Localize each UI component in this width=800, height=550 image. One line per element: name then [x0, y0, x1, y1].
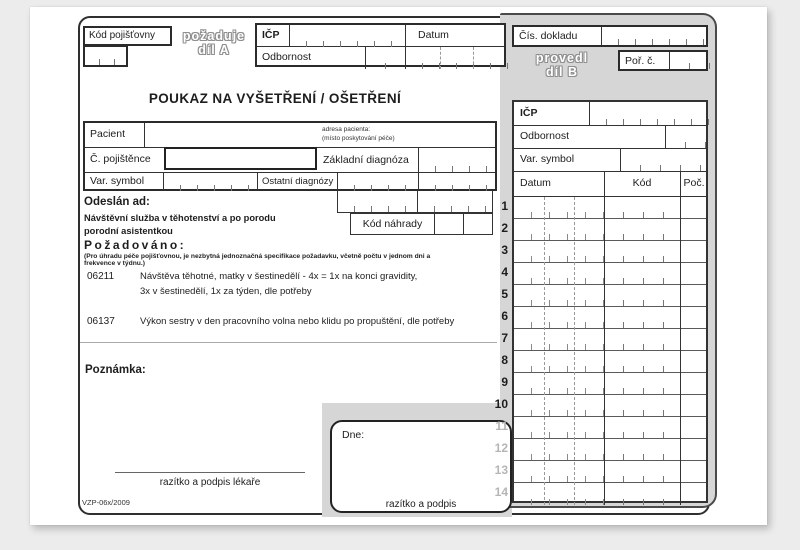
odbornost-value-cell-a — [365, 47, 405, 69]
b-row-code-cells — [604, 417, 680, 438]
icp-label-a: IČP — [262, 29, 280, 41]
b-row-number: 1 — [501, 199, 508, 213]
b-icp-row — [514, 102, 706, 126]
copy-note-a — [170, 29, 258, 57]
odbornost-label-b: Odbornost — [520, 130, 570, 142]
base-diagnosis-label: Základní diagnóza — [323, 154, 409, 166]
b-table-row — [514, 285, 706, 307]
b-odbornost-row — [514, 126, 706, 149]
procedure-text-1b: 3x v šestinedělí, 1x za týden, dle potřeby — [140, 286, 312, 297]
procedure-text-2a: Výkon sestry v den pracovního volna nebo klidu po propuštění, dle potřeby — [140, 316, 455, 327]
note-label: Poznámka: — [85, 364, 146, 376]
b-row-code-cells — [604, 307, 680, 328]
b-table-row — [514, 461, 706, 483]
sent-to-line1: Návštěvní služba v těhotenství a po porodu — [84, 213, 276, 223]
datum-value-cells-a — [405, 47, 508, 69]
diagnosis-extra-row — [337, 191, 493, 213]
diagnosis-extra-cells-2 — [418, 191, 493, 212]
b-table-row — [514, 483, 706, 505]
b-var-symbol-row — [514, 149, 706, 172]
b-row-date-cells — [514, 285, 604, 306]
date-label: Dne: — [342, 429, 365, 441]
date-dash-divider — [473, 47, 474, 69]
b-row-code-cells — [604, 373, 680, 394]
section-divider — [80, 342, 497, 343]
b-row-date-cells — [514, 461, 604, 482]
icp-cells-b — [589, 102, 709, 125]
stamp-signature-label: razítko a podpis — [385, 499, 457, 510]
base-diagnosis-cells — [418, 148, 499, 172]
b-table-row — [514, 263, 706, 285]
serial-number-box — [618, 50, 708, 71]
other-diagnoses-label: Ostatní diagnózy — [257, 173, 337, 191]
patient-address-note: adresa pacienta: (místo poskytování péče) — [322, 126, 395, 142]
column-line-kod-poc — [680, 172, 681, 505]
copy-note-b-line1: provedl — [535, 51, 589, 65]
icp-datum-block — [255, 23, 506, 67]
b-row-date-cells — [514, 241, 604, 262]
var-symbol-cells-a — [163, 173, 257, 191]
b-table-row — [514, 395, 706, 417]
b-row-numbers — [488, 195, 508, 503]
b-row-code-cells — [604, 395, 680, 416]
b-table-row — [514, 219, 706, 241]
b-table-row — [514, 241, 706, 263]
form-code: VZP-06x/2009 — [82, 498, 130, 507]
b-table-row — [514, 197, 706, 219]
document-number-label: Čís. dokladu — [514, 27, 602, 45]
refund-code-cell-1 — [434, 214, 463, 234]
b-row-date-cells — [514, 263, 604, 284]
icp-value-cells-a — [289, 25, 405, 47]
insurer-code-cells — [83, 45, 128, 67]
b-row-number: 5 — [501, 287, 508, 301]
form-title: POUKAZ NA VYŠETŘENÍ / OŠETŘENÍ — [148, 91, 402, 106]
b-row-number: 9 — [501, 375, 508, 389]
b-table-body — [514, 197, 706, 505]
document-number-box — [512, 25, 708, 47]
b-row-number: 11 — [495, 419, 508, 433]
var-symbol-label-a: Var. symbol — [90, 175, 145, 187]
b-row-date-cells — [514, 351, 604, 372]
document-number-cells — [602, 27, 710, 45]
datum-label-a: Datum — [405, 25, 508, 47]
insured-number-label: Č. pojištěnce — [90, 153, 151, 165]
b-row-code-cells — [604, 263, 680, 284]
refund-code-box — [350, 213, 493, 235]
copy-note-b — [512, 51, 612, 79]
icp-label-b: IČP — [520, 107, 538, 119]
procedure-code-1: 06211 — [87, 271, 115, 282]
b-row-date-cells — [514, 483, 604, 505]
b-table-row — [514, 329, 706, 351]
b-row-number: 7 — [501, 331, 508, 345]
procedure-text-1a: Návštěva těhotné, matky v šestinedělí - 4x = 1x na konci gravidity, — [140, 271, 418, 282]
sent-to-heading: Odeslán ad: — [84, 196, 150, 208]
column-header-kod: Kód — [632, 177, 652, 189]
odbornost-cells-b — [665, 126, 709, 148]
b-row-date-cells — [514, 417, 604, 438]
odbornost-label-a: Odbornost — [262, 51, 312, 63]
b-row-number: 6 — [501, 309, 508, 323]
sent-to-line2: porodní asistentkou — [84, 226, 173, 236]
b-row-code-cells — [604, 197, 680, 218]
other-diagnoses-cells-2 — [418, 173, 499, 191]
copy-note-a-line2: díl A — [198, 43, 230, 57]
column-line-datum-kod — [604, 172, 605, 505]
b-row-date-cells — [514, 329, 604, 350]
b-row-date-cells — [514, 395, 604, 416]
date-dash-divider-b1 — [544, 197, 545, 505]
copy-note-b-line2: díl B — [545, 65, 579, 79]
b-row-number: 12 — [494, 441, 508, 455]
b-row-date-cells — [514, 307, 604, 328]
doctor-signature-line — [115, 472, 305, 473]
patient-block — [83, 121, 497, 191]
b-table-row — [514, 307, 706, 329]
b-table-header — [514, 172, 706, 197]
b-row-code-cells — [604, 439, 680, 460]
b-row-number: 13 — [494, 463, 508, 477]
b-row-code-cells — [604, 241, 680, 262]
insured-number-cells — [164, 147, 317, 170]
b-row-date-cells — [514, 197, 604, 218]
refund-code-label: Kód náhrady — [362, 218, 423, 230]
b-row-number: 3 — [501, 243, 508, 257]
refund-code-cell-2 — [463, 214, 491, 234]
required-heading: Požadováno: — [84, 238, 187, 252]
date-dash-divider-b2 — [574, 197, 575, 505]
serial-number-label: Poř. č. — [620, 52, 670, 69]
b-row-code-cells — [604, 329, 680, 350]
doctor-stamp-label: razítko a podpis lékaře — [159, 477, 261, 488]
column-header-poc: Poč. — [683, 177, 705, 189]
insurer-code-box: Kód pojišťovny — [83, 26, 172, 46]
b-row-code-cells — [604, 461, 680, 482]
b-table-row — [514, 417, 706, 439]
b-row-number: 10 — [494, 397, 508, 411]
b-row-code-cells — [604, 285, 680, 306]
b-row-code-cells — [604, 351, 680, 372]
b-row-number: 2 — [501, 221, 508, 235]
b-row-code-cells — [604, 219, 680, 240]
b-row-number: 8 — [501, 353, 508, 367]
b-row-date-cells — [514, 373, 604, 394]
var-symbol-label-b: Var. symbol — [520, 153, 575, 165]
b-table-row — [514, 373, 706, 395]
date-dash-divider — [440, 47, 441, 69]
procedure-code-2: 06137 — [87, 316, 115, 327]
other-diagnoses-cells-1 — [337, 173, 418, 191]
part-b-table — [512, 100, 708, 503]
column-header-datum: Datum — [520, 177, 551, 189]
b-row-number: 4 — [501, 265, 508, 279]
b-table-row — [514, 351, 706, 373]
patient-label: Pacient — [85, 123, 145, 147]
copy-note-a-line1: požaduje — [182, 29, 246, 43]
serial-number-cells — [670, 52, 710, 69]
b-row-number: 14 — [494, 485, 508, 499]
b-table-row — [514, 439, 706, 461]
b-row-date-cells — [514, 219, 604, 240]
required-note: (Pro úhradu péče pojišťovnou, je nezbytná jednoznačná specifikace požadavku, včetně počtu v jednom dni a frekvence v týdnu.) — [84, 253, 431, 267]
b-row-date-cells — [514, 439, 604, 460]
diagnosis-extra-cells-1 — [338, 191, 418, 212]
var-symbol-cells-b — [620, 149, 709, 171]
b-row-code-cells — [604, 483, 680, 505]
